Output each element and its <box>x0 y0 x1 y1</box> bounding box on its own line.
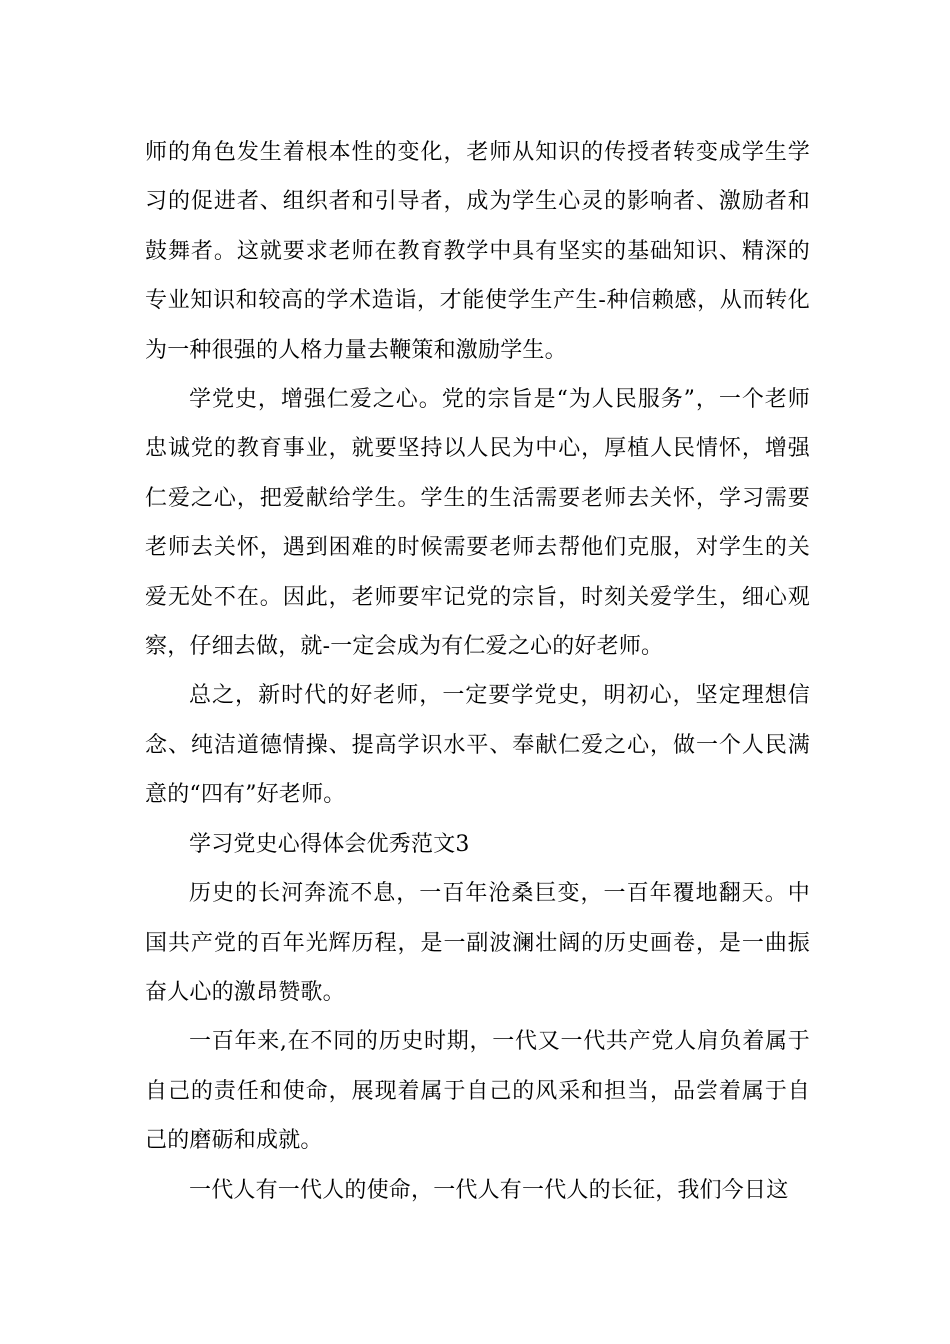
paragraph-continued: 师的角色发生着根本性的变化，老师从知识的传授者转变成学生学习的促进者、组织者和引导者，成为学生心灵的影响者、激励者和鼓舞者。这就要求老师在教育教学中具有坚实的基础知识、精深的专业知识和较高的学术造诣，才能使学生产生-种信赖感，从而转化为一种很强的人格力量去鞭策和激励学生。 <box>145 140 810 363</box>
paragraph-hundred-years: 一百年来,在不同的历史时期，一代又一代共产党人肩负着属于自己的责任和使命，展现着属于自己的风采和担当，品尝着属于自己的磨砺和成就。 <box>145 1029 810 1154</box>
document-body <box>145 128 810 1215</box>
paragraph-generation: 一代人有一代人的使命，一代人有一代人的长征，我们今日这 <box>189 1177 789 1203</box>
paragraph-benevolence: 学党史，增强仁爱之心。党的宗旨是“为人民服务”，一个老师忠诚党的教育事业，就要坚持以人民为中心，厚植人民情怀，增强仁爱之心，把爱献给学生。学生的生活需要老师去关怀，学习需要老师去关怀，遇到困难的时候需要老师去帮他们克服，对学生的关爱无处不在。因此，老师要牢记党的宗旨，时刻关爱学生，细心观察，仔细去做，就-一定会成为有仁爱之心的好老师。 <box>145 387 810 660</box>
section-heading: 学习党史心得体会优秀范文3 <box>189 831 470 857</box>
paragraph-history: 历史的长河奔流不息，一百年沧桑巨变，一百年覆地翻天。中国共产党的百年光辉历程，是一副波澜壮阔的历史画卷，是一曲振奋人心的激昂赞歌。 <box>145 881 810 1005</box>
paragraph-conclusion: 总之，新时代的好老师，一定要学党史，明初心，坚定理想信念、纯洁道德情操、提高学识水平、奉献仁爱之心，做一个人民满意的“四有”好老师。 <box>145 683 810 808</box>
